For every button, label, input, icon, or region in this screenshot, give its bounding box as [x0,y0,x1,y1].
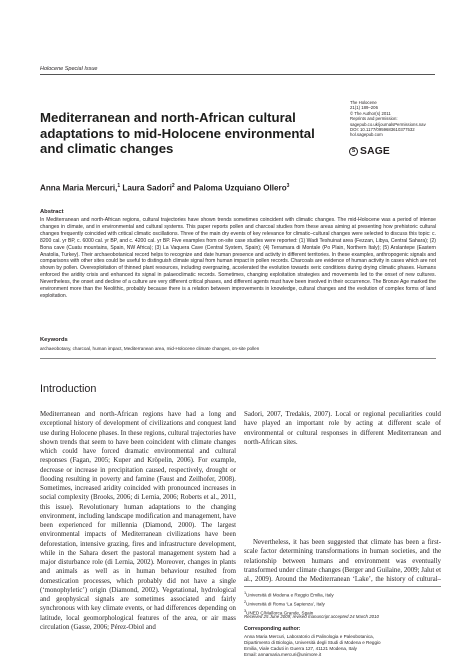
affiliation-text: Università di Roma ‘La Sapienza’, Italy [246,601,325,607]
header-rule [40,74,435,75]
affiliations [244,590,441,616]
keywords-text: archaeobotany, charcoal, human impact, Mediterranean area, mid-Holocene climate changes, on-site pollen [40,346,260,351]
author-name: Laura Sadori [120,183,172,193]
corresponding-line: Anna Maria Mercuri, Laboratorio di Palinologia e Paleobotanica, [244,634,374,639]
affiliation-item [244,599,441,608]
corresponding-line: Emilia, Viale Caduti in Guerra 127, 41121 Modena, Italy [244,646,357,652]
author-name: Anna Maria Mercuri, [40,183,118,193]
keywords-heading: Keywords [40,337,68,343]
affiliation-mark: 1 [244,591,247,595]
journal-info-line: sagepub.co.uk/journalsPermissions.nav [350,121,426,127]
affiliation-mark: 3 [244,608,247,613]
section-divider [40,358,436,359]
journal-info-line: hol.sagepub.com [350,132,383,138]
corresponding-line: Dipartimento di Biologia, Università degli Studi di Modena e Reggio [244,640,381,646]
received-dates: Received 25 June 2009; revised manuscript accepted 24 March 2010 [244,614,379,619]
journal-info [350,100,450,138]
body-paragraph: Nevertheless, it has been suggested that climate has been a first-scale factor determining transformations in human societies, and the relationship between humans and environment was eventually transformed under climate changes (Berger and Guilaine, 2009; Jalut et al., 2009). Around the Mediterranean ‘Lake’, the history of cultural– [244,539,441,583]
sage-logo [349,146,401,157]
introduction-heading: Introduction [40,383,97,395]
sage-logo-text: SAGE [360,146,390,157]
journal-info-line: Reprints and permission: [350,116,398,122]
body-paragraph: Mediterranean and north-African regions have had a long and exceptional history of development of civilizations and conquest land use during Holocene phases. In these regions, cultural trajectories have shown trends that seem to have been coincident with climate changes which could have forced dramatic environmental and cultural responses (Fagan, 2005; Kuper and Kröpelin, 2006). For example, decrease or increase in precipitation caused, respectively, drought or flooding resulting in poverty and famine (Faust and Zeilhofer, 2008). Sometimes, increased aridity coincided with pronounced increases in social complexity (Brooks, 2006; di Lernia, 2006; Roberts et al., 2011, this issue). Revolutionary human adaptations to the changing environment, including landscape modification and management, have been experienced for millennia (Diamond, 2000). The largest environmental impacts of Mediterranean civilizations have been deforestation, intensive grazing, fires and infrastructure development, while in the Sahara desert the pastoral management system had a major disturbance role (di Lernia, 2002). Moreover, changes in plants and animals as well as in human behaviour resulted from domestication processes, which probably did not have a single (‘monophyletic’) origin (Diamond, 2002). Vegetational, hydrological and geophysical signals are sometimes associated and fairly synchronous with key climate events, or had differences depending on latitude, local geomorphological features of the area, or air mass circulation (Gasse, 2006; Pérez-Obiol and [40,411,236,631]
journal-info-line: DOI: 10.1177/0959683610377532 [350,127,415,133]
corresponding-author-details [244,634,441,658]
special-issue-label: Holocene Special Issue [40,66,98,72]
author-affiliation-mark: 2 [171,183,175,189]
corresponding-author-heading: Corresponding author: [244,626,301,632]
affiliation-item [244,590,441,599]
affiliation-text: Università di Modena e Reggio Emilia, Italy [246,592,334,598]
journal-info-line: 21(1) 189–206 [350,105,378,111]
author-name: and Paloma Uzquiano Ollero [174,183,287,193]
abstract-text: In Mediterranean and north-African regions, cultural trajectories have shown trends sometimes coincident with climatic changes. The mid-Holocene was a period of intense changes in climate, and in environmental and cultural systems. This paper reports pollen and charcoal studies from these areas aiming at presenting how prehistoric cultural changes frequently coincided with critical climatic oscillations. Three of the main dry events of key relevance for climatic–cultural changes were selected to discuss this topic: c. 8200 cal. yr BP, c. 6000 cal. yr BP, and c. 4200 cal. yr BP. Five examples from on-site case studies were reported: (1) Wadi Teshuinat area (Fezzan, Libya, Central Sahara); (2) Bona cave (Cuatu mountains, Spain, NW Africa); (3) La Vaquera Cave (Central System, Spain); (4) Terramara di Montale (Po Plain, Northern Italy); (5) Arslantepe (Eastern Anatolia, Turkey). Their archaeobotanical record helps to recognize and date human presence and activity in different territories. In these examples, anthropogenic signals and comparisons with other sites could be useful to distinguish climate signal from human impact in pollen records. Charcoals are evidence of human activity in cases which are not shown by pollen. Overexploitation of thinned plant resources, including overgrazing, accelerated the evolution towards xeric conditions during drying climatic phases. Humans enforced the aridity crisis and enhanced its signal in palaeoclimatic records. Sometimes, changing exploitation strategies and movements led to the onset of new cultures. Nevertheless, the onset and decline of a culture are very different critical phases, and different agents must have been involved in their occurrence. The Bronze Age marked the environment more than the Neolithic, probably because there is a relation between improvements in knowledge, cultural changes and the evolution of complex forms of land exploitation. [40,217,436,299]
corresponding-email[interactable]: Email: annamaria.mercuri@unimore.it [244,652,322,658]
affiliation-mark: 2 [244,599,247,604]
body-paragraph: Sadori, 2007, Tredakis, 2007). Local or regional peculiarities could have played an important role by acting at different scale of environmental or cultural responses in different Mediterranean and north-African sites. [244,411,441,446]
author-affiliation-mark: 3 [286,183,290,189]
journal-info-line: © The Author(s) 2011 [350,110,391,116]
affiliation-rule [244,586,441,587]
journal-info-line: The Holocene [350,100,377,105]
body-column-right [244,410,441,536]
body-column-left [40,410,236,667]
author-affiliation-mark: 1 [117,183,121,189]
author-list [40,183,440,193]
paper-title: Mediterranean and north-African cultural adaptations to mid-Holocene environmental and climatic changes [40,110,315,156]
affiliation-text: UNED C/Mallorca Grande, Spain [246,610,314,616]
sage-logo-mark: S [349,147,358,156]
abstract-heading: Abstract [40,209,64,215]
